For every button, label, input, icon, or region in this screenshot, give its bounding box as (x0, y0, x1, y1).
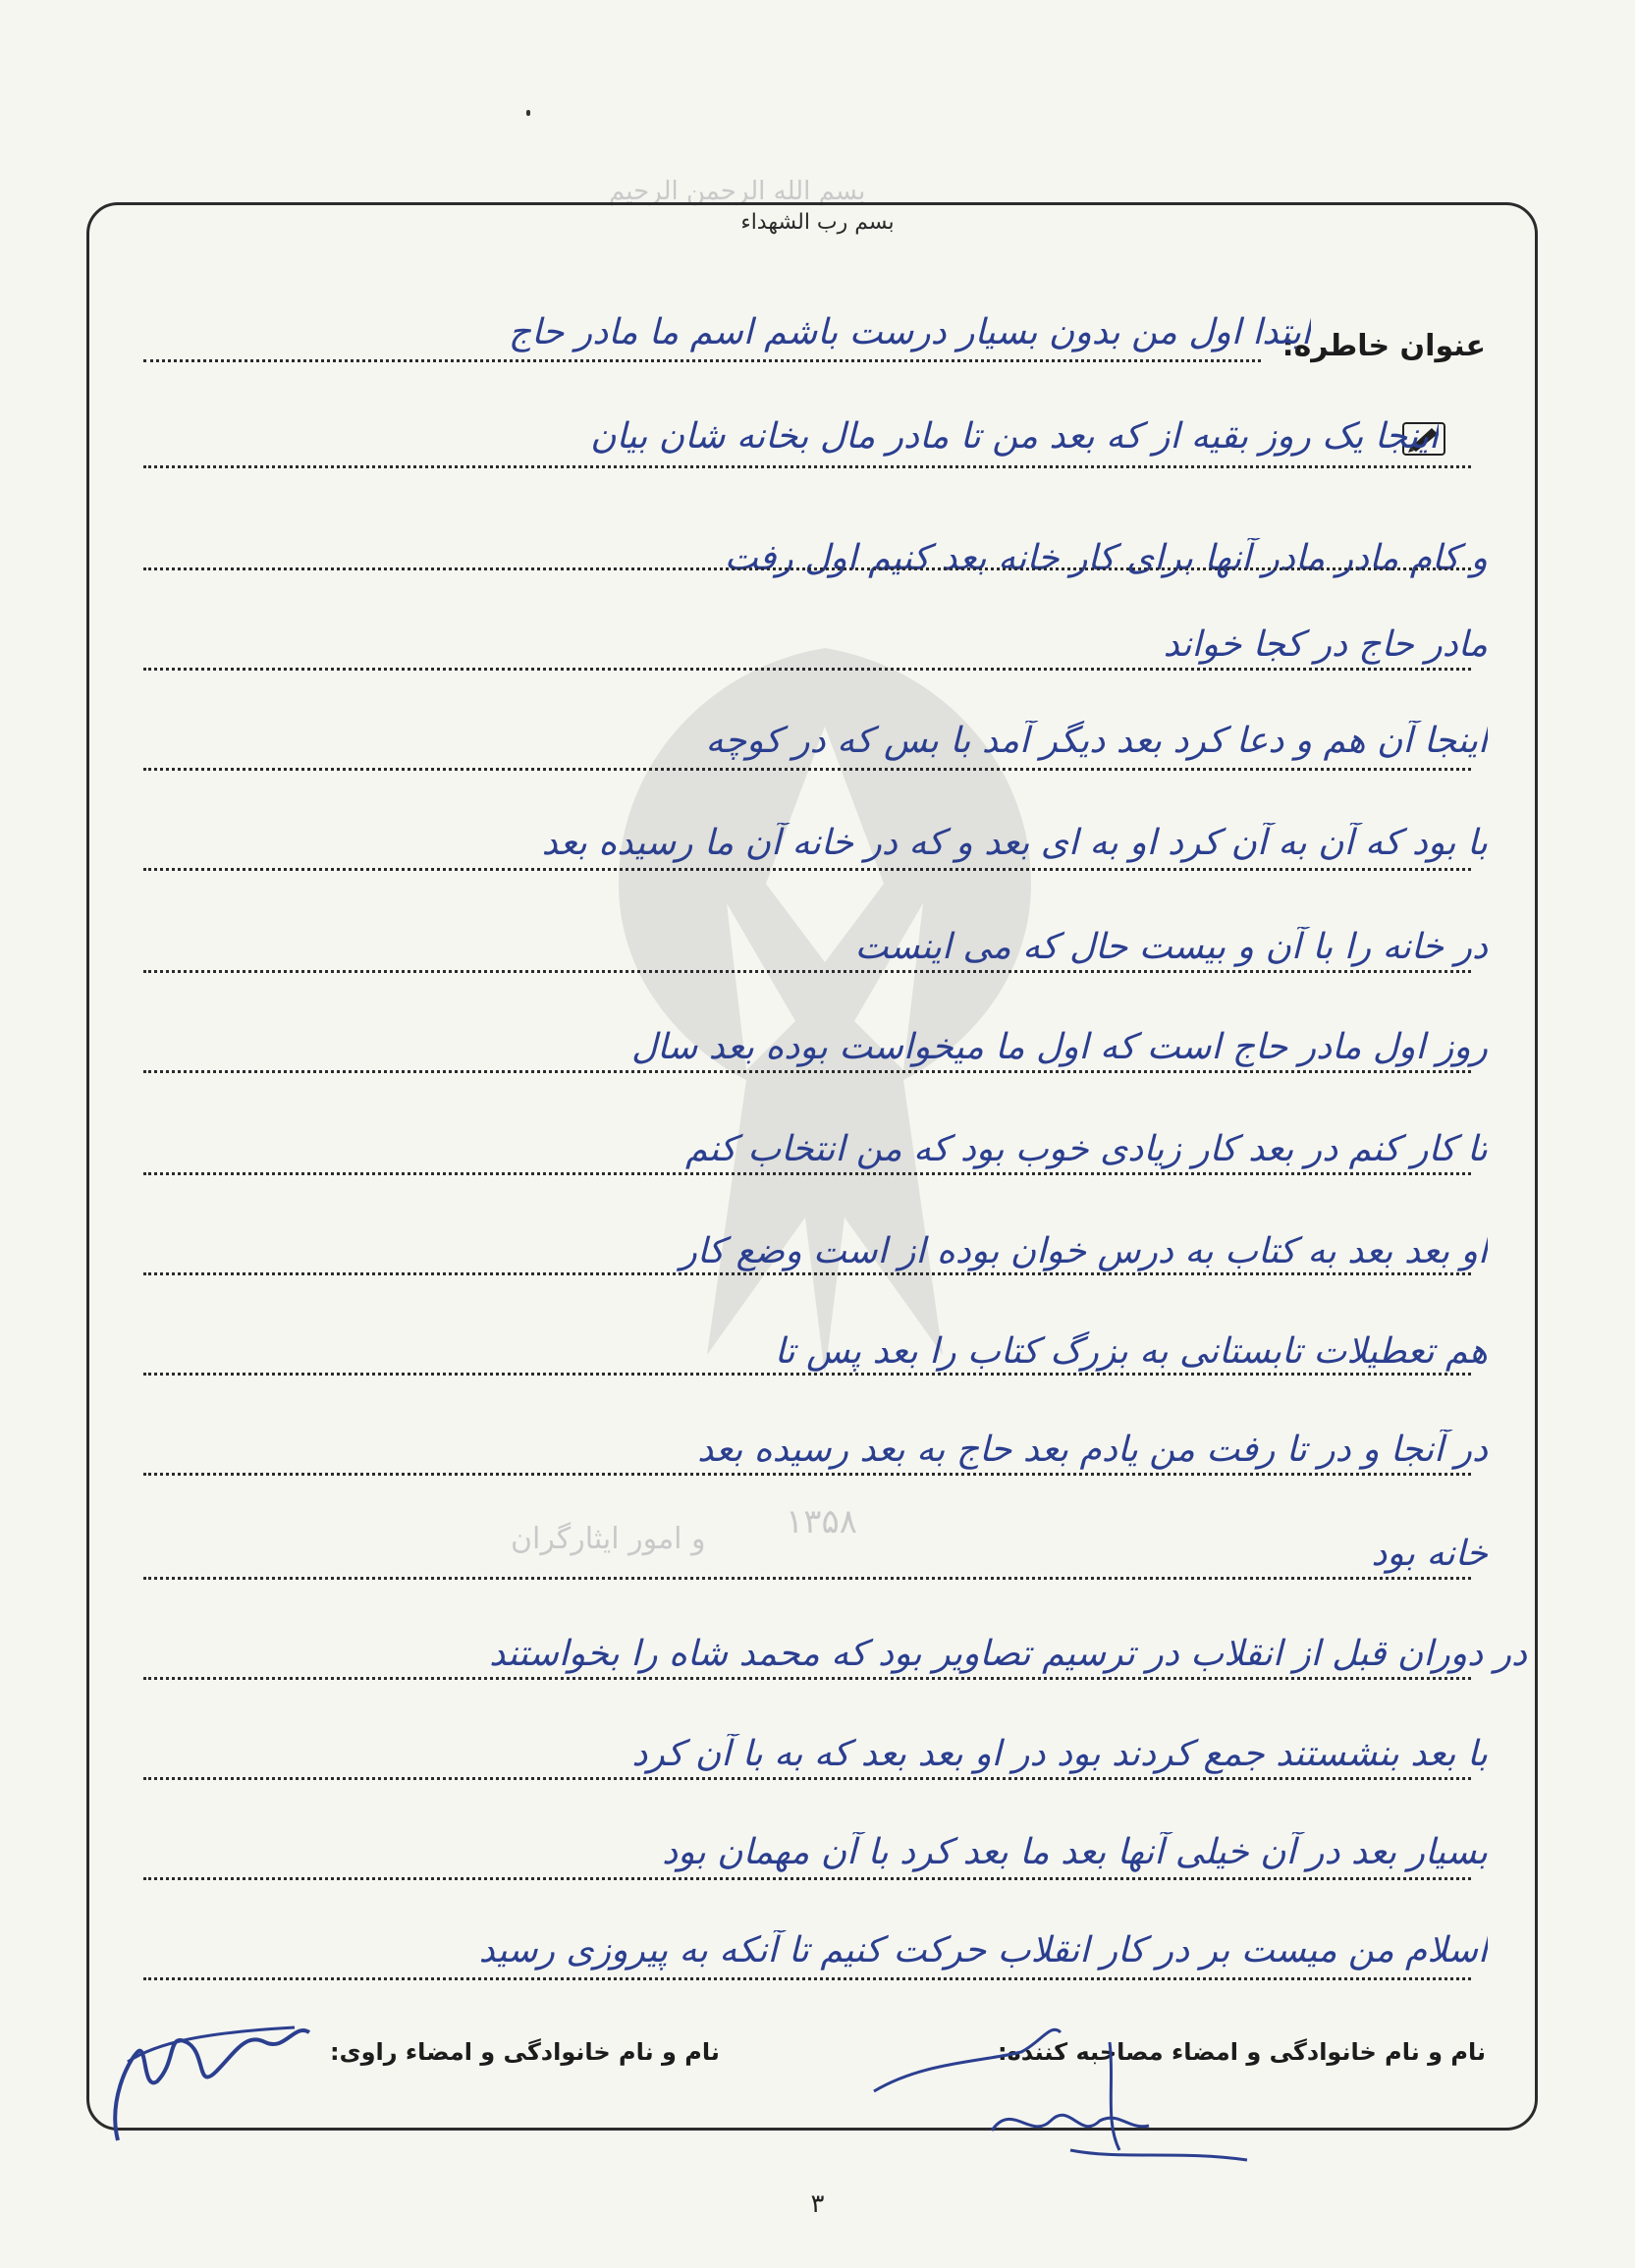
handwritten-line: در دوران قبل از انقلاب در ترسیم تصاویر بود که محمد شاه را بخواستند (489, 1634, 1527, 1674)
dotted-rule (143, 668, 1471, 671)
handwritten-title: ابتدا اول من بدون بسیار درست باشم اسم ما مادر حاج (508, 312, 1311, 352)
handwritten-line: با بود که آن به آن کرد او به ای بعد و که در خانه آن ما رسیده بعد (541, 823, 1488, 863)
dotted-rule (143, 1777, 1471, 1780)
dotted-rule (143, 1677, 1471, 1680)
handwritten-line: تا کار کنم در بعد کار زیادی خوب بود که من انتخاب کنم (685, 1129, 1488, 1169)
dotted-rule (143, 1977, 1471, 1980)
watermark-text: بسم الله الرحمن الرحیم (609, 177, 866, 206)
watermark-text: ۱۳۵۸ (786, 1502, 858, 1541)
ink-dot (526, 110, 530, 116)
handwritten-line: او بعد بعد به کتاب به درس خوان بوده از است وضع کار (680, 1231, 1488, 1271)
dotted-rule (143, 1070, 1471, 1073)
handwritten-line: در خانه را با آن و بیست حال که می اینست (854, 927, 1488, 967)
handwritten-line: روز اول مادر حاج است که اول ما میخواست بوده بعد سال (630, 1027, 1488, 1067)
dotted-rule (143, 970, 1471, 973)
watermark-text: و امور ایثارگران (511, 1522, 706, 1556)
page-number: ۳ (810, 2189, 825, 2219)
narrator-signature (98, 2003, 324, 2150)
dotted-rule (143, 1577, 1471, 1580)
dotted-rule (143, 1877, 1471, 1880)
dotted-rule (143, 567, 1471, 570)
dotted-rule (143, 1272, 1471, 1275)
dotted-rule (143, 1473, 1471, 1476)
dotted-rule (143, 768, 1471, 771)
handwritten-line: خانه بود (1371, 1534, 1488, 1574)
dotted-rule (143, 465, 1471, 468)
handwritten-line: اینجا آن هم و دعا کرد بعد دیگر آمد با بس که در کوچه (705, 721, 1488, 761)
interviewer-signature (864, 2003, 1257, 2180)
handwritten-line: بسیار بعد در آن خیلی آنها بعد ما بعد کرد با آن مهمان بود (662, 1832, 1488, 1872)
handwritten-line: در آنجا و در تا رفت من یادم بعد حاج به بعد رسیده بعد (697, 1430, 1488, 1470)
handwritten-line: با بعد بنشستند جمع کردند بود در او بعد بعد که به با آن کرد (631, 1734, 1488, 1774)
handwritten-line: و کام مادر مادر آنها برای کار خانه بعد کنیم اول رفت (724, 538, 1488, 578)
narrator-signature-label: نام و نام خانوادگی و امضاء راوی: (330, 2038, 720, 2066)
dotted-rule (143, 868, 1471, 871)
handwritten-line: اینجا یک روز بقیه از که بعد من تا مادر مال بخانه شان بیان (590, 416, 1439, 457)
handwritten-line: هم تعطیلات تابستانی به بزرگ کتاب را بعد پس تا (774, 1331, 1488, 1372)
handwritten-line: اسلام من میست بر در کار انقلاب حرکت کنیم تا آنکه به پیروزی رسید (478, 1930, 1488, 1971)
dotted-rule (143, 1373, 1471, 1376)
interviewer-signature-label: نام و نام خانوادگی و امضاء مصاحبه کننده: (997, 2038, 1486, 2066)
memory-title-label: عنوان خاطره: (1281, 329, 1486, 363)
dotted-rule (143, 359, 1261, 362)
dotted-rule (143, 1172, 1471, 1175)
bismillah-header: بسم رب الشهداء (740, 210, 895, 235)
handwritten-line: مادر حاج در کجا خواند (1163, 624, 1488, 665)
